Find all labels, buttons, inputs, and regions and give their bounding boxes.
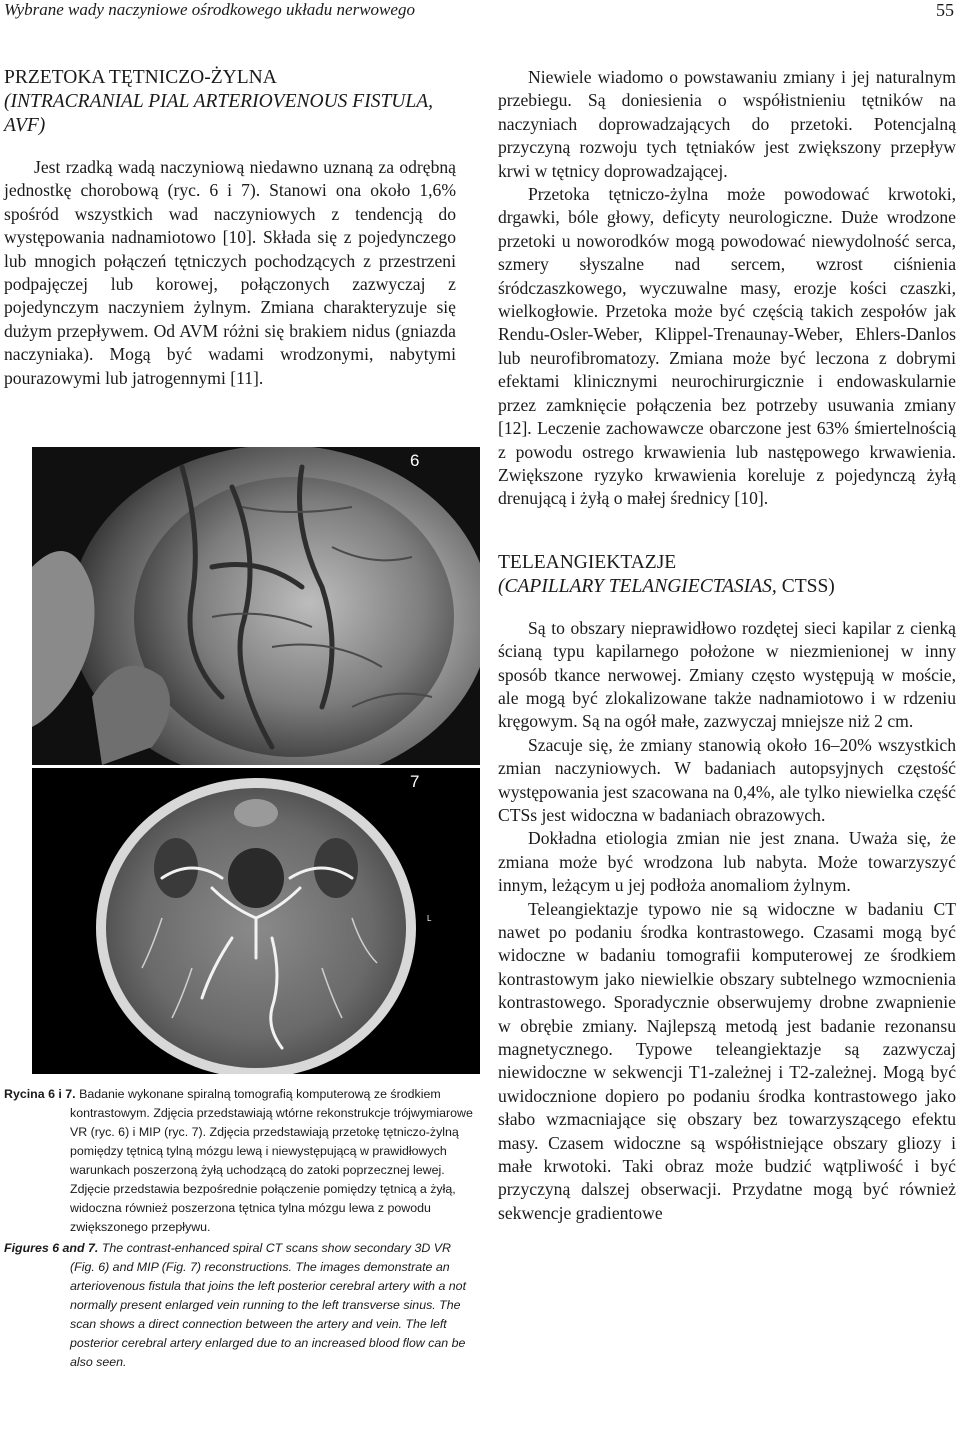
avf-paragraph-3: Przetoka tętniczo-żylna może powodować krwotoki, drgawki, bóle głowy, deficyty neurologiczne. Duże wrodzone przetoki u noworodków mogą powodować niewydolność serca, szmery słyszalne nad sercem, wzrost ciśnienia śródczaszkowego, wyczuwalne masy, erozje kości czaszki, wielkogłowie. Przetoka może być częścią takich zespołów jak Rendu-Osler-Weber, Klippel-Trenaunay-Weber, Ehlers-Danlos lub neurofibromatozy. Zmiana może być leczona z dobrymi efektami klinicznymi neurochirurgicznie i endowaskularnie przez zamknięcie połączenia bez potrzeby usuwania zmiany [12]. Leczenie zachowawcze obarczone jest 63% śmiertelnością z powodu ostrego krwawienia lub następowego krwawienia. Zwiększone ryzyko krwawienia koreluje z pojedynczą żyłą drenującą i żyłą o małej średnicy [10]. [498,184,956,509]
running-title: Wybrane wady naczyniowe ośrodkowego układu nerwowego [4,0,415,19]
avf-title: PRZETOKA TĘTNICZO-ŻYLNA [4,67,277,88]
caption-english-label: Figures 6 and 7. [4,1241,99,1255]
caption-english-text: The contrast-enhanced spiral CT scans show secondary 3D VR (Fig. 6) and MIP (Fig. 7) reconstructions. The images demonstrate an arteriovenous fistula that joins the left posterior cerebral artery with a not normally present enlarged vein running to the left transverse sinus. The scan shows a direct connection between the artery and vein. The left posterior cerebral artery enlarged due to an increased blood flow can be also seen. [70,1241,467,1369]
ctss-subtitle-italic: (CAPILLARY TELANGIECTASIAS, [498,575,777,597]
ctss-subtitle [498,575,956,599]
ctss-subtitle-plain: CTSS) [776,575,835,597]
figure-6-image [32,447,480,765]
figure-6-label: 6 [410,451,420,470]
avf-subtitle: (INTRACRANIAL PIAL ARTERIOVENOUS FISTULA, AVF) [4,91,433,136]
ctss-paragraph-2: Szacuje się, że zmiany stanowią około 16–20% wszystkich zmian naczyniowych. W badaniach autopsyjnych częstość występowania jest szacowana na 0,4%, ale tylko niewielka część CTSs jest widoczna w badaniach obrazowych. [498,734,956,825]
ctss-paragraph-3: Dokładna etiologia zmian nie jest znana. Uważa się, że zmiana może być wrodzona lub nabyta. Może towarzyszyć innym, leżącym u jej podłoża anomaliom żylnym. [498,828,956,896]
ctss-title: TELEANGIEKTAZJE [498,551,677,573]
right-column [498,66,956,1225]
avf-section-title [4,66,456,138]
ctss-paragraph-4: Teleangiektazje typowo nie są widoczne w badaniu CT nawet po podaniu środka kontrastowego. Czasami mogą być widoczne w badaniu tomografii komputerowej ze środkiem kontrastowym jako niewielkie obszary subtelnego wzmocnienia kontrastowego. Sporadycznie obserwujemy drobne zwapnienie w obrębie zmiany. Najlepszą metodą jest badanie rezonansu magnetycznego. Typowe teleangiektazje są zazwyczaj niewidoczne w sekwencji T1-zależnej i T2-zależnej. Mogą być uwidocznione dopiero po podaniu środka kontrastowego jako słabo wzmacniające się obszary bez towarzyszącego efektu masy. Czasem widoczne są współistniejące obszary gliozy i małe krwotoki. Taki obraz może budzić wątpliwość i być przyczyną dalszej obserwacji. Przydatne mogą być również sekwencje gradientowe [498,898,956,1223]
ctss-section-title [498,551,956,599]
figure-6-vr-reconstruction [32,447,480,765]
figure-7-side-marker: L [427,914,432,923]
caption-polish [4,1085,478,1237]
avf-paragraph-1: Jest rzadką wadą naczyniową niedawno uznaną za odrębną jednostkę chorobową (ryc. 6 i 7). Stanowi ona około 1,6% spośród wszystkich wad naczyniowych z tendencją do występowania nadnamiotowo [10]. Składa się z pojedynczego lub mnogich połączeń tętniczych pochodzących z przestrzeni podpajęczej lub korowej, połączonych zazwyczaj z pojedynczym naczyniem żylnym. Zmiana charakteryzuje się dużym przepływem. Od AVM różni się brakiem nidus (gniazda naczyniaka). Mogą być wadami wrodzonymi, nabytymi pourazowymi lub jatrogennymi [11]. [4,157,456,388]
page-number: 55 [936,0,954,20]
caption-polish-text: Badanie wykonane spiralną tomografią komputerową ze środkiem kontrastowym. Zdjęcia przedstawiają wtórne rekonstrukcje trójwymiarowe VR (ryc. 6) i MIP (ryc. 7). Zdjęcia przedstawiają przetokę tętniczo-żylną pomiędzy tętnicą tylną mózgu lewą i niewystępującą w prawidłowych warunkach poszerzoną żyłą uchodzącą do zatoki poprzecznej lewej. Zdjęcie przedstawia bezpośrednie połączenie pomiędzy tętnicą a żyłą, widoczna również poszerzona tętnica tylna mózgu lewa z powodu zwiększonego przepływu. [70,1087,473,1234]
figure-7-image [32,768,480,1074]
left-column [4,66,456,390]
caption-polish-label: Rycina 6 i 7. [4,1087,76,1101]
figure-7-label: 7 [410,772,420,791]
figure-caption [4,1085,478,1372]
figure-7-mip-axial [32,768,480,1074]
caption-english [4,1239,478,1372]
avf-paragraph-2: Niewiele wiadomo o powstawaniu zmiany i jej naturalnym przebiegu. Są doniesienia o współistnieniu tętników na naczyniach doprowadzających do przetoki. Potencjalną przyczyną rozwoju tych tętniaków jest zwiększony przepływ krwi w tętnicy doprowadzającej. [498,67,956,181]
ctss-paragraph-1: Są to obszary nieprawidłowo rozdętej sieci kapilar z cienką ścianą typu kapilarnego położone w niezmienionej w inny sposób tkance nerwowej. Zmiany często występują w moście, ale mogą być zlokalizowane także nadnamiotowo i w rdzeniu kręgowym. Są na ogół małe, zazwyczaj mniejsze niż 2 cm. [498,617,956,732]
